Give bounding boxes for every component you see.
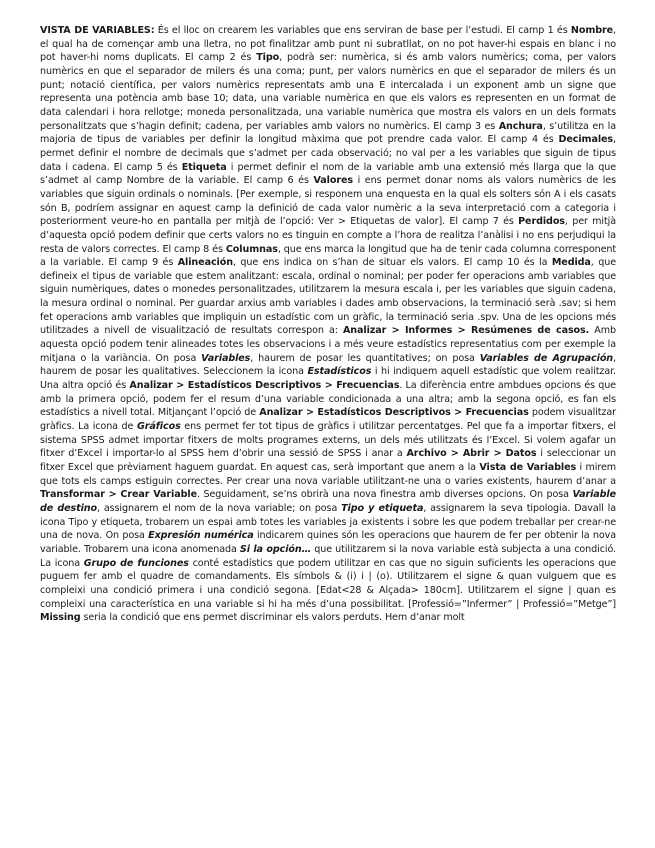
body-text-run: , el qual ha de començar amb una lletra, no pot finalitzar amb punt ni subratllat, on no pot haver-hi espais en blanc i no pot haver-hi noms duplicats. El camp 2 és — [40, 25, 616, 64]
emphasis-text: Analizar > Informes > Resúmenes de casos. — [342, 325, 590, 337]
document-page — [40, 24, 616, 625]
body-text-run: indicarem quines són les operacions que haurem de fer per obtenir la nova variable. Trobarem una icona anomenada — [40, 530, 616, 555]
emphasis-text: Medida — [551, 257, 591, 269]
body-text-run: , per mitjà d’aquesta opció podem definir que certs valors no es tinguin en compte a l’hora de realitza l’anàlisi i no ens perjudiqui la resta de valors correctes. El camp 8 és — [40, 216, 616, 255]
emphasis-text: Gráficos — [136, 421, 181, 433]
body-text-run: És el lloc on crearem les variables que ens serviran de base per l’estudi. El camp 1 és — [154, 25, 571, 36]
body-text-run: , permet definir el nombre de decimals que s’admet per cada observació; no val per a les variables que siguin de tipus data i cadena. El camp 5 és — [40, 134, 616, 173]
body-text-run: . La diferència entre ambdues opcions és que amb la primera opció, podem fer el resum d’una variable condicionada a una altra; amb la segona opció, es fan els estadístics a nivell total. Mitjançant l’opció de — [40, 380, 616, 419]
emphasis-text: Variables de Agrupación — [479, 352, 614, 364]
emphasis-text: Decimales — [558, 134, 614, 146]
emphasis-text: Vista de Variables — [479, 462, 577, 473]
body-text-run: , que ens indica on s’han de situar els valors. El camp 10 és la — [232, 257, 552, 269]
emphasis-text: Perdidos — [518, 216, 565, 228]
body-text-run: i mirem que tots els camps estiguin correctes. Per crear una nova variable utilitzant-ne una o varies existents, haurem d’anar a — [40, 462, 616, 487]
emphasis-text: Transformar > Crear Variable — [40, 489, 197, 501]
body-text-run: , que defineix el tipus de variable que estem analitzant: escala, ordinal o nominal; per poder fer operacions amb variables que siguin numèriques, dates o monedes personalitzades, utilitzarem la mesura escala i, per les variables que siguin cadena, la mesura ordinal o nominal. Per guardar arxius amb variables i dades amb observacions, la terminació serà .sav; si hem fet operacions amb variables que impliquin un estadístic com un gràfic, la terminació seria .spv. Una de les opcions més utilitzades a nivell de visualització de resultats correspon a: — [40, 257, 616, 337]
emphasis-text: Etiqueta — [181, 161, 227, 173]
body-text-run: conté estadístics que podem utilitzar en cas que no siguin suficients les operacions que puguem fer amb el quadre de comandaments. Els símbols & (i) i | (o). Utilitzarem el signe & quan vulguem que es compleixi una condició primera i una condició segona. [Edat<28 & Alçada> 180cm]. Utilitzarem el signe | quan es compleixi una característica en una variable si hi ha més d’una possibilitat. [Professió=”Infermer” | Professió=”Metge”] — [40, 557, 616, 610]
emphasis-text: Analizar > Estadísticos Descriptivos > Frecuencias — [129, 380, 400, 392]
body-text-run: que utilitzarem si la nova variable està subjecta a una condició. La icona — [40, 543, 617, 569]
emphasis-text: Tipo — [256, 52, 280, 64]
body-text-run: i ens permet donar noms als valors numèrics de les variables que siguin ordinals o nominals. [Per exemple, si responem una enquesta en la qual els solters són A i els casats són B, podríem assignar en aquest camp la definició de cada valor numèric a la seva interpretació com a categoria i posteriorment veure-ho en pantalla per mitjà de l’opció: Ver > Etiquetas de valor]. El camp 7 és — [40, 175, 616, 228]
body-text-run: , assignarem la seva tipologia. Davall la icona Tipo y etiqueta, trobarem un espai amb totes les variables ja existents i sobre les que podem treballar per crear-ne una de nova. On posa — [40, 502, 616, 542]
body-text-run: , haurem de posar les quantitatives; on posa — [250, 352, 480, 364]
emphasis-text: Valores — [313, 175, 353, 187]
body-text-run: , assignarem el nom de la nova variable; on posa — [97, 502, 342, 514]
body-text-run: i permet definir el nom de la variable amb una extensió més llarga que la que s’admet al camp Nombre de la variable. El camp 6 és — [40, 161, 616, 187]
emphasis-text: Archivo > Abrir > Datos — [406, 448, 537, 460]
body-text-run: , haurem de posar les qualitatives. Seleccionem la icona — [40, 352, 616, 378]
emphasis-text: Grupo de funciones — [83, 557, 189, 569]
body-text-run: podem visualitzar gràfics. La icona de — [40, 407, 616, 433]
emphasis-text: VISTA DE VARIABLES: — [40, 25, 155, 36]
emphasis-text: Nombre — [570, 25, 614, 36]
emphasis-text: Tipo y etiqueta — [341, 502, 424, 514]
body-text-run: , s’utilitza en la majoria de tipus de variables per definir la longitud màxima que pot prendre cada valor. El camp 4 és — [40, 120, 616, 146]
body-text-run: ens permet fer tot tipus de gràfics i utilitzar percentatges. Pel que fa a importar fitxers, el sistema SPSS admet importar fitxers de molts programes externs, un dels més utilitzats és l’Excel. Si volem agafar un fitxer d’Excel i importar-lo al SPSS hem d’obrir una sessió de SPSS i anar a — [40, 421, 616, 460]
body-text-run: , que ens marca la longitud que ha de tenir cada columna corresponent a la variable. El camp 9 és — [40, 243, 617, 269]
emphasis-text: Alineación — [177, 257, 233, 269]
body-paragraph — [40, 24, 616, 625]
emphasis-text: Estadísticos — [307, 366, 372, 378]
body-text-run: , podrà ser: numèrica, si és amb valors numèrics; coma, per valors numèrics en que el separador de milers és una coma; punt, per valors numèrics en que el separador de milers és un punt; notació científica, per valors numèrics representats amb una E intercalada i un exponent amb un signe que representa una potència amb base 10; data, una variable numèrica en que els valors es representen en un format de data calendari i hora rellotge; moneda personalitzada, una variable numèrica que mostra els valors en un dels formats personalitzats que s’hagin definit; cadena, per variables amb valors no numèrics. El camp 3 es — [40, 52, 617, 132]
emphasis-text: Columnas — [225, 243, 278, 255]
body-text-run: seria la condició que ens permet discriminar els valors perduts. Hem d’anar molt — [80, 612, 465, 624]
body-text-run: . Seguidament, se’ns obrirà una nova finestra amb diverses opcions. On posa — [196, 489, 573, 501]
body-text-run: i hi indiquem aquell estadístic que volem realitzar. Una altra opció és — [40, 366, 617, 392]
emphasis-text: Expresión numérica — [148, 530, 254, 542]
body-text-run: Amb aquesta opció podem tenir alineades totes les observacions i a més veure estadístics representatius com per exemple la mitjana o la variància. On posa — [40, 325, 616, 364]
body-text-run: i seleccionar un fitxer Excel que prèviament haguem guardat. En aquest cas, serà important que anem a la — [40, 448, 617, 473]
emphasis-text: Analizar > Estadísticos Descriptivos > Frecuencias — [259, 407, 529, 419]
emphasis-text: Missing — [40, 612, 81, 624]
emphasis-text: Anchura — [498, 120, 543, 132]
emphasis-text: Variable de destino — [40, 489, 616, 514]
emphasis-text: Variables — [201, 352, 251, 364]
emphasis-text: Si la opción… — [239, 543, 312, 555]
